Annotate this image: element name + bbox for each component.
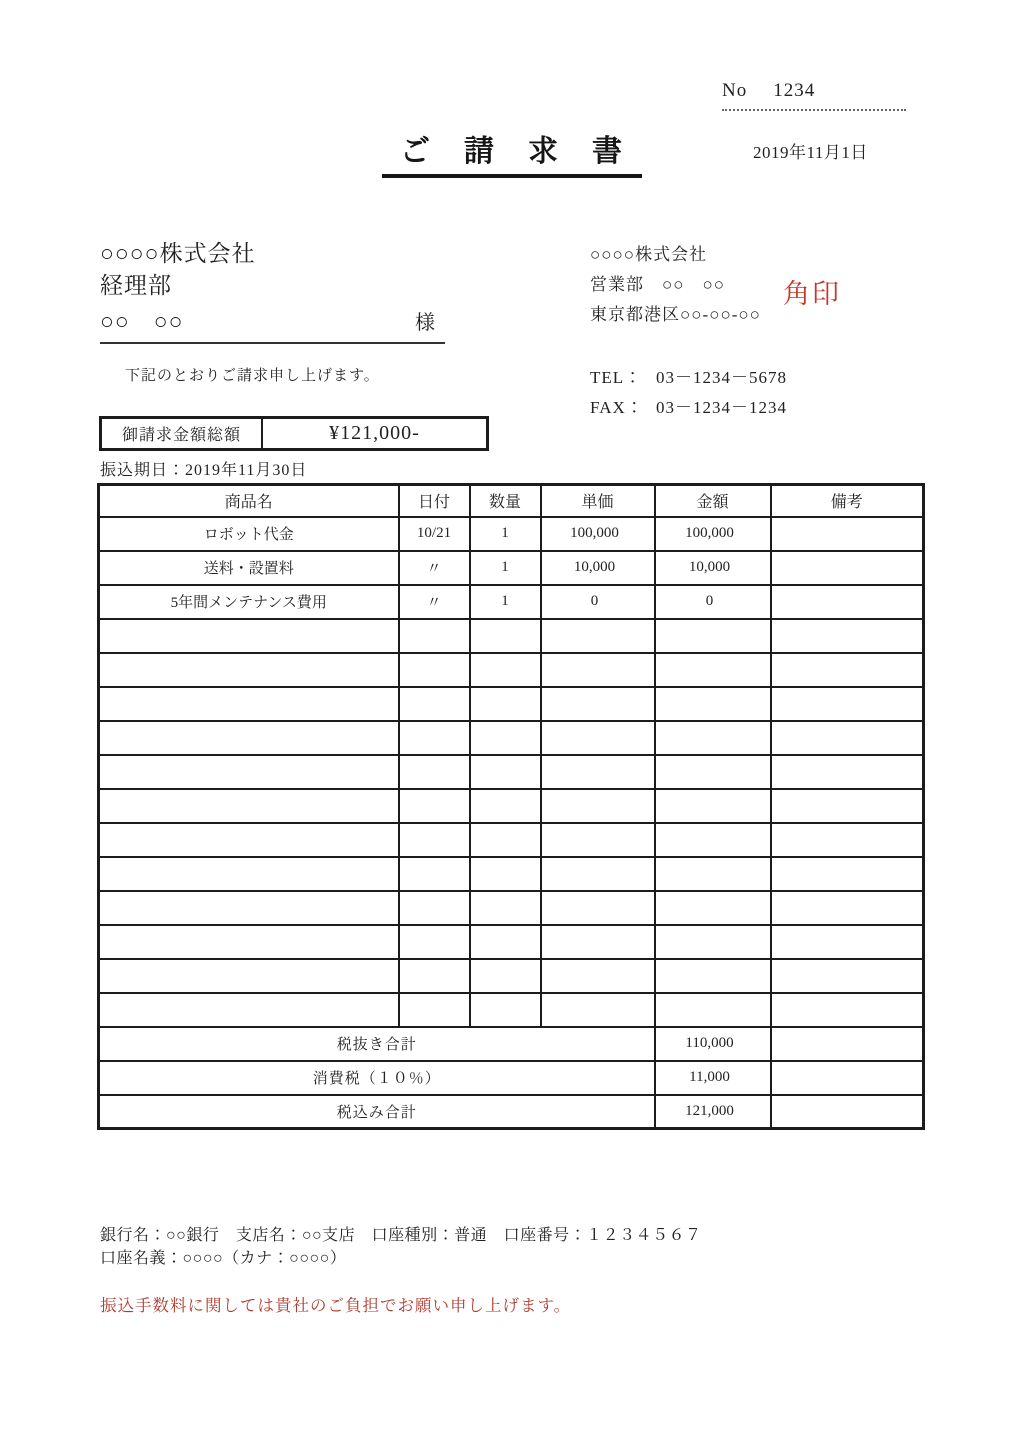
empty-qty-cell bbox=[470, 653, 541, 687]
item-qty-cell: 1 bbox=[470, 517, 541, 551]
empty-unit_price-cell bbox=[541, 857, 655, 891]
empty-row-8 bbox=[99, 891, 924, 925]
empty-date-cell bbox=[399, 789, 470, 823]
empty-unit_price-cell bbox=[541, 959, 655, 993]
items-table bbox=[97, 483, 925, 1130]
empty-unit_price-cell bbox=[541, 687, 655, 721]
total-note-cell bbox=[771, 1061, 924, 1095]
empty-qty-cell bbox=[470, 687, 541, 721]
empty-unit_price-cell bbox=[541, 891, 655, 925]
column-header-0: 商品名 bbox=[99, 485, 399, 517]
empty-unit_price-cell bbox=[541, 755, 655, 789]
invoice-number-value: 1234 bbox=[773, 80, 816, 101]
empty-row-4 bbox=[99, 755, 924, 789]
empty-amount-cell bbox=[655, 959, 771, 993]
issue-date: 2019年11月1日 bbox=[753, 143, 868, 162]
empty-date-cell bbox=[399, 993, 470, 1027]
empty-qty-cell bbox=[470, 721, 541, 755]
item-amount-cell: 10,000 bbox=[655, 551, 771, 585]
empty-name-cell bbox=[99, 619, 399, 653]
sender-block bbox=[590, 240, 761, 330]
recipient-block bbox=[100, 238, 445, 344]
empty-row-9 bbox=[99, 925, 924, 959]
empty-amount-cell bbox=[655, 687, 771, 721]
empty-amount-cell bbox=[655, 653, 771, 687]
empty-note-cell bbox=[771, 993, 924, 1027]
empty-note-cell bbox=[771, 721, 924, 755]
empty-date-cell bbox=[399, 619, 470, 653]
total-note-cell bbox=[771, 1027, 924, 1061]
empty-qty-cell bbox=[470, 619, 541, 653]
empty-date-cell bbox=[399, 857, 470, 891]
invoice-number-label: No bbox=[722, 80, 748, 101]
item-row-0 bbox=[99, 517, 924, 551]
empty-amount-cell bbox=[655, 993, 771, 1027]
item-qty-cell: 1 bbox=[470, 551, 541, 585]
empty-date-cell bbox=[399, 653, 470, 687]
tel-value: 03－1234－5678 bbox=[656, 368, 787, 387]
fax-value: 03－1234－1234 bbox=[656, 398, 787, 417]
empty-note-cell bbox=[771, 857, 924, 891]
empty-unit_price-cell bbox=[541, 721, 655, 755]
empty-date-cell bbox=[399, 925, 470, 959]
empty-note-cell bbox=[771, 619, 924, 653]
empty-unit_price-cell bbox=[541, 653, 655, 687]
empty-qty-cell bbox=[470, 755, 541, 789]
item-note-cell bbox=[771, 551, 924, 585]
item-name-cell: 5年間メンテナンス費用 bbox=[99, 585, 399, 619]
column-header-1: 日付 bbox=[399, 485, 470, 517]
empty-name-cell bbox=[99, 755, 399, 789]
empty-amount-cell bbox=[655, 823, 771, 857]
item-unit_price-cell: 0 bbox=[541, 585, 655, 619]
bank-info-line2: 口座名義：○○○○（カナ：○○○○） bbox=[100, 1250, 347, 1267]
recipient-company: ○○○○株式会社 bbox=[100, 241, 256, 266]
empty-row-7 bbox=[99, 857, 924, 891]
empty-row-2 bbox=[99, 687, 924, 721]
empty-qty-cell bbox=[470, 823, 541, 857]
total-note-cell bbox=[771, 1095, 924, 1129]
empty-amount-cell bbox=[655, 789, 771, 823]
recipient-person: ○○ ○○ bbox=[100, 309, 184, 334]
empty-qty-cell bbox=[470, 891, 541, 925]
recipient-person-row bbox=[100, 302, 445, 344]
total-amount-value: ¥121,000- bbox=[329, 422, 420, 444]
empty-note-cell bbox=[771, 925, 924, 959]
payment-due-date: 振込期日：2019年11月30日 bbox=[100, 462, 308, 479]
empty-amount-cell bbox=[655, 891, 771, 925]
empty-amount-cell bbox=[655, 619, 771, 653]
total-row-0 bbox=[99, 1027, 924, 1061]
empty-date-cell bbox=[399, 755, 470, 789]
recipient-honorific: 様 bbox=[415, 312, 435, 334]
empty-amount-cell bbox=[655, 721, 771, 755]
items-table-head bbox=[99, 485, 924, 517]
empty-note-cell bbox=[771, 687, 924, 721]
total-row-1 bbox=[99, 1061, 924, 1095]
empty-unit_price-cell bbox=[541, 993, 655, 1027]
item-name-cell: 送料・設置料 bbox=[99, 551, 399, 585]
empty-name-cell bbox=[99, 857, 399, 891]
column-header-5: 備考 bbox=[771, 485, 924, 517]
empty-unit_price-cell bbox=[541, 789, 655, 823]
total-amount-label: 御請求金額総額 bbox=[102, 419, 263, 448]
sender-department-person: 営業部 ○○ ○○ bbox=[590, 275, 726, 294]
empty-date-cell bbox=[399, 823, 470, 857]
item-name-cell: ロボット代金 bbox=[99, 517, 399, 551]
empty-date-cell bbox=[399, 721, 470, 755]
tel-label: TEL： bbox=[590, 368, 643, 387]
empty-row-6 bbox=[99, 823, 924, 857]
empty-name-cell bbox=[99, 823, 399, 857]
item-note-cell bbox=[771, 585, 924, 619]
total-label-cell: 消費税（１０％） bbox=[99, 1061, 655, 1095]
empty-name-cell bbox=[99, 653, 399, 687]
invoice-number-block bbox=[722, 80, 906, 111]
item-row-2 bbox=[99, 585, 924, 619]
empty-name-cell bbox=[99, 993, 399, 1027]
empty-name-cell bbox=[99, 959, 399, 993]
empty-date-cell bbox=[399, 687, 470, 721]
sender-address: 東京都港区○○-○○-○○ bbox=[590, 305, 761, 324]
column-header-3: 単価 bbox=[541, 485, 655, 517]
bank-info-block bbox=[100, 1224, 702, 1270]
empty-date-cell bbox=[399, 891, 470, 925]
empty-unit_price-cell bbox=[541, 619, 655, 653]
empty-amount-cell bbox=[655, 857, 771, 891]
empty-note-cell bbox=[771, 823, 924, 857]
empty-name-cell bbox=[99, 789, 399, 823]
fax-label: FAX： bbox=[590, 398, 644, 417]
items-table-body bbox=[99, 517, 924, 1129]
empty-row-5 bbox=[99, 789, 924, 823]
item-date-cell: 10/21 bbox=[399, 517, 470, 551]
empty-row-3 bbox=[99, 721, 924, 755]
empty-name-cell bbox=[99, 721, 399, 755]
total-label-cell: 税抜き合計 bbox=[99, 1027, 655, 1061]
total-amount-cell: 110,000 bbox=[655, 1027, 771, 1061]
empty-qty-cell bbox=[470, 993, 541, 1027]
empty-note-cell bbox=[771, 789, 924, 823]
empty-qty-cell bbox=[470, 857, 541, 891]
document-title: ご 請 求 書 bbox=[382, 126, 642, 178]
payment-fee-note: 振込手数料に関しては貴社のご負担でお願い申し上げます。 bbox=[100, 1296, 572, 1315]
company-seal-stamp: 角印 bbox=[783, 279, 841, 309]
total-amount-box bbox=[99, 416, 489, 451]
empty-row-11 bbox=[99, 993, 924, 1027]
sender-fax-row bbox=[590, 393, 787, 418]
recipient-department: 経理部 bbox=[100, 273, 172, 298]
item-date-cell: 〃 bbox=[399, 551, 470, 585]
total-label-cell: 税込み合計 bbox=[99, 1095, 655, 1129]
empty-qty-cell bbox=[470, 959, 541, 993]
empty-row-1 bbox=[99, 653, 924, 687]
column-header-2: 数量 bbox=[470, 485, 541, 517]
empty-unit_price-cell bbox=[541, 823, 655, 857]
empty-unit_price-cell bbox=[541, 925, 655, 959]
item-unit_price-cell: 100,000 bbox=[541, 517, 655, 551]
total-amount-cell: 11,000 bbox=[655, 1061, 771, 1095]
empty-note-cell bbox=[771, 755, 924, 789]
header-row bbox=[99, 485, 924, 517]
item-note-cell bbox=[771, 517, 924, 551]
item-amount-cell: 0 bbox=[655, 585, 771, 619]
item-unit_price-cell: 10,000 bbox=[541, 551, 655, 585]
column-header-4: 金額 bbox=[655, 485, 771, 517]
item-date-cell: 〃 bbox=[399, 585, 470, 619]
empty-row-0 bbox=[99, 619, 924, 653]
total-amount-cell: 121,000 bbox=[655, 1095, 771, 1129]
sender-tel-row bbox=[590, 363, 787, 388]
greeting-text: 下記のとおりご請求申し上げます。 bbox=[125, 368, 380, 384]
empty-date-cell bbox=[399, 959, 470, 993]
bank-info-line1: 銀行名：○○銀行 支店名：○○支店 口座種別：普通 口座番号：１２３４５６７ bbox=[100, 1227, 702, 1244]
empty-note-cell bbox=[771, 959, 924, 993]
empty-note-cell bbox=[771, 653, 924, 687]
empty-qty-cell bbox=[470, 925, 541, 959]
empty-note-cell bbox=[771, 891, 924, 925]
item-row-1 bbox=[99, 551, 924, 585]
item-amount-cell: 100,000 bbox=[655, 517, 771, 551]
empty-name-cell bbox=[99, 891, 399, 925]
empty-amount-cell bbox=[655, 925, 771, 959]
empty-qty-cell bbox=[470, 789, 541, 823]
empty-name-cell bbox=[99, 687, 399, 721]
total-row-2 bbox=[99, 1095, 924, 1129]
empty-amount-cell bbox=[655, 755, 771, 789]
item-qty-cell: 1 bbox=[470, 585, 541, 619]
sender-company: ○○○○株式会社 bbox=[590, 245, 708, 264]
empty-name-cell bbox=[99, 925, 399, 959]
empty-row-10 bbox=[99, 959, 924, 993]
